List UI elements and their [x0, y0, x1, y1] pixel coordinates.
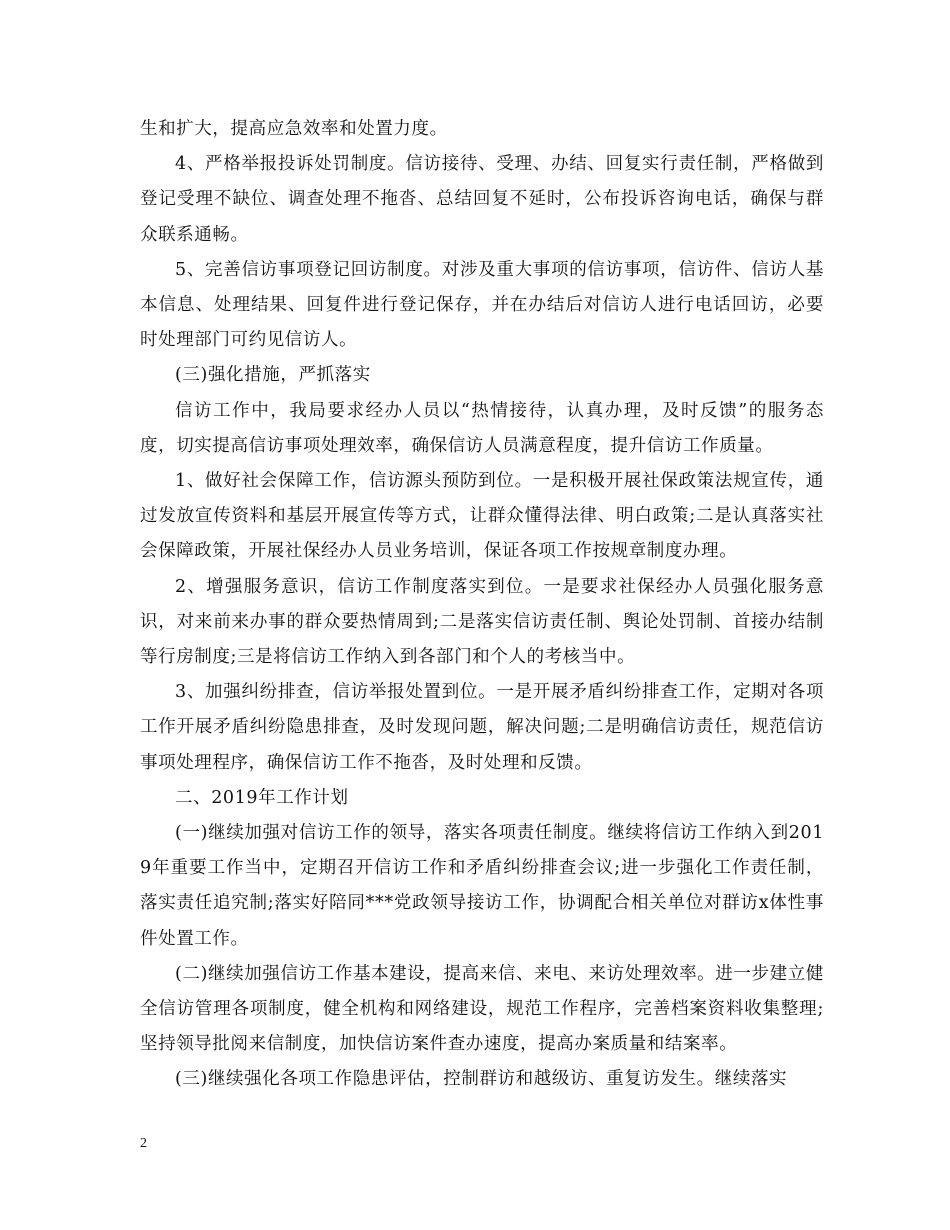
paragraph: 1、做好社会保障工作，信访源头预防到位。一是积极开展社保政策法规宣传，通过发放宣传资料和基层开展宣传等方式，让群众懂得法律、明白政策;二是认真落实社会保障政策，开展社保经办人员业务培训，保证各项工作按规章制度办理。 — [140, 471, 824, 562]
paragraph: (三)继续强化各项工作隐患评估，控制群访和越级访、重复访发生。继续落实 — [175, 1069, 788, 1090]
section-heading: (三)强化措施，严抓落实 — [175, 365, 371, 386]
document-body — [140, 112, 824, 1098]
page-number: 2 — [140, 1136, 147, 1151]
section-heading: 二、2019年工作计划 — [175, 787, 349, 808]
paragraph: 2、增强服务意识，信访工作制度落实到位。一是要求社保经办人员强化服务意识，对来前来办事的群众要热情周到;二是落实信访责任制、舆论处罚制、首接办结制等行房制度;三是将信访工作纳入到各部门和个人的考核当中。 — [140, 576, 824, 668]
paragraph: 信访工作中，我局要求经办人员以“热情接待，认真办理，及时反馈”的服务态度，切实提高信访事项处理效率，确保信访人员满意程度，提升信访工作质量。 — [140, 400, 824, 456]
paragraph: 生和扩大，提高应急效率和处置力度。 — [140, 119, 448, 139]
paragraph: 5、完善信访事项登记回访制度。对涉及重大事项的信访事项，信访件、信访人基本信息、处理结果、回复件进行登记保存，并在办结后对信访人进行电话回访，必要时处理部门可约见信访人。 — [140, 259, 824, 351]
paragraph: 3、加强纠纷排查，信访举报处置到位。一是开展矛盾纠纷排查工作，定期对各项工作开展矛盾纠纷隐患排查，及时发现问题，解决问题;二是明确信访责任，规范信访事项处理程序，确保信访工作不拖沓，及时处理和反馈。 — [140, 682, 824, 773]
paragraph: (二)继续加强信访工作基本建设，提高来信、来电、来访处理效率。进一步建立健全信访管理各项制度，健全机构和网络建设，规范工作程序，完善档案资料收集整理;坚持领导批阅来信制度，加快信访案件查办速度，提高办案质量和结案率。 — [140, 963, 824, 1055]
paragraph: (一)继续加强对信访工作的领导，落实各项责任制度。继续将信访工作纳入到2019年重要工作当中，定期召开信访工作和矛盾纠纷排查会议;进一步强化工作责任制，落实责任追究制;落实好陪同***党政领导接访工作，协调配合相关单位对群访x体性事件处置工作。 — [140, 823, 824, 949]
paragraph: 4、严格举报投诉处罚制度。信访接待、受理、办结、回复实行责任制，严格做到登记受理不缺位、调查处理不拖沓、总结回复不延时，公布投诉咨询电话，确保与群众联系通畅。 — [140, 154, 824, 245]
